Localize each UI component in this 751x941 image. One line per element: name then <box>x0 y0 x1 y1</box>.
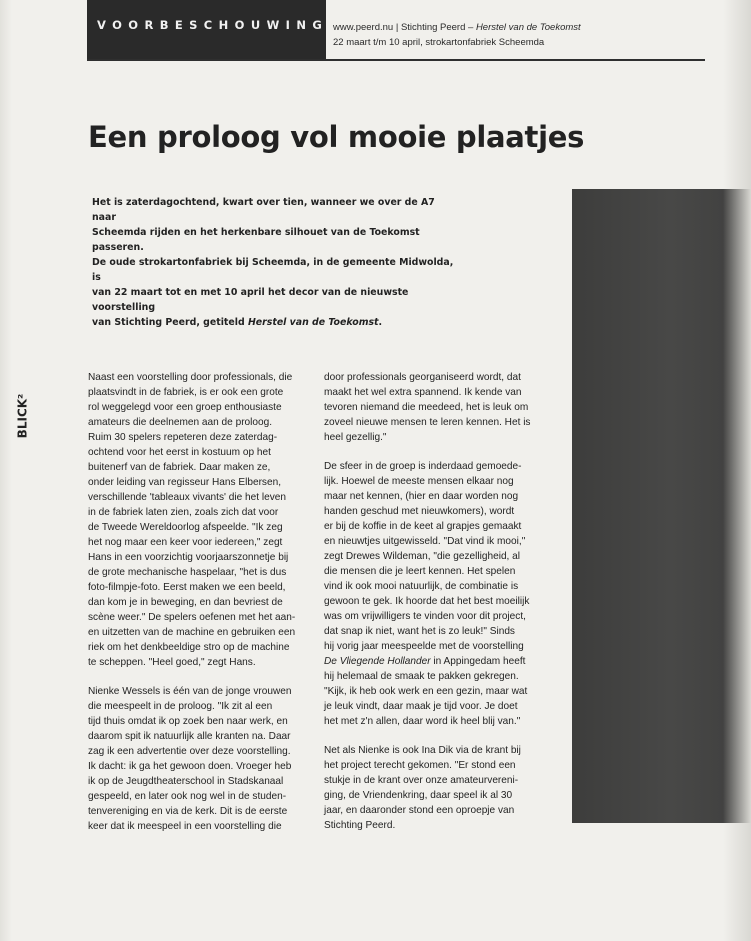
section-tag: VOORBESCHOUWING <box>87 0 326 59</box>
meta-production-title: Herstel van de Toekomst <box>475 22 581 33</box>
text-line: Ik dacht: ik ga het gewoon doen. Vroeger heb <box>88 761 292 772</box>
paragraph <box>324 370 546 445</box>
page-gutter-shade <box>0 0 12 941</box>
text-line: verschillende 'tableaux vivants' die het leven <box>88 492 286 503</box>
text-line: de grote mechanische haspelaar, "het is dus <box>88 567 287 578</box>
text-line: ochtend voor het eerst in kostuum op het <box>88 447 271 458</box>
text-line: tijd thuis omdat ik op zoek ben naar werk, en <box>88 716 288 727</box>
intro-line: Scheemda rijden en het herkenbare silhouet van de Toekomst passeren. <box>92 227 420 253</box>
header-rule <box>87 59 705 61</box>
text-line: en nieuwtjes uitgewisseld. "Dat vind ik mooi," <box>324 536 526 547</box>
article-column-2 <box>324 370 546 833</box>
text-line: vind ik ook mooi natuurlijk, de combinatie is <box>324 581 519 592</box>
intro-line-end: . <box>378 317 383 328</box>
paragraph-lines <box>324 671 527 727</box>
text-line: door professionals georganiseerd wordt, dat <box>324 372 521 383</box>
text-line: Ruim 30 spelers repeteren deze zaterdag- <box>88 432 278 443</box>
text-line: Hans in een voorzichtig voorjaarszonnetje bij <box>88 552 289 563</box>
page-edge-shade <box>723 0 751 941</box>
text-line: Stichting Peerd. <box>324 820 396 831</box>
intro-line: Het is zaterdagochtend, kwart over tien, wanneer we over de A7 naar <box>92 197 435 223</box>
intro-line: De oude strokartonfabriek bij Scheemda, in de gemeente Midwolda, is <box>92 257 454 283</box>
text-line: jaar, en daaronder stond een oproepje van <box>324 805 515 816</box>
text-line: en uitzetten van de machine en gebruiken een <box>88 627 296 638</box>
text-line: zag ik een advertentie over deze voorstelling. <box>88 746 291 757</box>
text-line: tenvereniging en via de kerk. Dit is de eerste <box>88 806 288 817</box>
text-line: hij vorig jaar meespeelde met de voorstelling <box>324 641 524 652</box>
text-line: Nienke Wessels is één van de jonge vrouwen <box>88 686 292 697</box>
text-line: de Tweede Wereldoorlog afspeelde. "Ik zeg <box>88 522 283 533</box>
text-line: maar net kennen, (hier en daar worden nog <box>324 491 519 502</box>
paragraph-line-end: in Appingedam heeft <box>430 656 526 667</box>
text-line: te scheppen. "Heel goed," zegt Hans. <box>88 657 256 668</box>
text-line: plaatsvindt in de fabriek, is er ook een grote <box>88 387 284 398</box>
text-line: rol weggelegd voor een groep enthousiaste <box>88 402 282 413</box>
magazine-logo-text: BLICK² <box>15 393 29 439</box>
text-line: "Kijk, ik heb ook werk en een gezin, maar wat <box>324 686 528 697</box>
text-line: gewoon te gek. Ik hoorde dat het best moeilijk <box>324 596 530 607</box>
header-meta <box>333 20 581 50</box>
text-line: amateurs die deelnemen aan de proloog. <box>88 417 273 428</box>
meta-line-2: 22 maart t/m 10 april, strokartonfabriek Scheemda <box>333 37 545 48</box>
text-line: onder leiding van regisseur Hans Elbersen, <box>88 477 282 488</box>
intro-production-title: Herstel van de Toekomst <box>247 317 379 328</box>
text-line: foto-filmpje-foto. Eerst maken we een beeld, <box>88 582 286 593</box>
text-line: De sfeer in de groep is inderdaad gemoede- <box>324 461 522 472</box>
meta-line-1 <box>333 20 581 35</box>
text-line: er bij de koffie in de keet al grapjes gemaakt <box>324 521 522 532</box>
paragraph <box>88 684 310 834</box>
text-line: dan kom je in beweging, en dan bevriest de <box>88 597 283 608</box>
text-line: heel gezellig." <box>324 432 387 443</box>
text-line: het project terecht gekomen. "Er stond een <box>324 760 516 771</box>
text-line: daarom spit ik natuurlijk alle kranten na. Daar <box>88 731 291 742</box>
text-line: tevoren niemand die meedeed, het is leuk om <box>324 402 529 413</box>
paragraph <box>324 459 546 729</box>
text-line: riek om het denkbeeldige stro op de machine <box>88 642 290 653</box>
text-line: het nog maar een keer voor iedereen," zegt <box>88 537 283 548</box>
production-title-vliegende-hollander: De Vliegende Hollander <box>324 656 431 667</box>
text-line: buitenerf van de fabriek. Daar maken ze, <box>88 462 271 473</box>
text-line: die meespeelt in de proloog. "Ik zit al een <box>88 701 273 712</box>
text-line: ik op de Jeugdtheaterschool in Stadskanaal <box>88 776 284 787</box>
text-line: maakt het wel extra spannend. Ik kende van <box>324 387 522 398</box>
text-line: hij helemaal de smaak te pakken gekregen. <box>324 671 519 682</box>
paragraph-lines <box>324 461 529 652</box>
text-line: zegt Drewes Wildeman, "die gezelligheid, al <box>324 551 521 562</box>
article-title: Een proloog vol mooie plaatjes <box>88 120 585 154</box>
text-line: gespeeld, en later ook nog wel in de studen- <box>88 791 287 802</box>
text-line: was om vrijwilligers te vinden voor dit project, <box>324 611 526 622</box>
text-line: keer dat ik meespeel in een voorstelling die <box>88 821 282 832</box>
text-line: lijk. Hoewel de meeste mensen elkaar nog <box>324 476 514 487</box>
magazine-side-label <box>12 385 32 447</box>
intro-line: van Stichting Peerd, getiteld <box>92 317 248 328</box>
text-line: ging, de Vriendenkring, daar speel ik al 30 <box>324 790 513 801</box>
text-line: het met z'n allen, daar word ik heel blij van." <box>324 716 521 727</box>
text-line: stukje in de krant over onze amateurvereni- <box>324 775 519 786</box>
meta-website-organisation: www.peerd.nu | Stichting Peerd – <box>333 22 476 33</box>
text-line: scène weer." De spelers oefenen met het aan- <box>88 612 296 623</box>
article-column-1 <box>88 370 310 834</box>
text-line: dat snap ik niet, want het is zo leuk!" Sinds <box>324 626 515 637</box>
text-line: in de fabriek laten zien, zoals zich dat voor <box>88 507 279 518</box>
intro-line: van 22 maart tot en met 10 april het decor van de nieuwste voorstelling <box>92 287 409 313</box>
text-line: handen geschud met nieuwkomers), wordt <box>324 506 515 517</box>
text-line: die mensen die je leert kennen. Het spelen <box>324 566 516 577</box>
text-line: zoveel nieuwe mensen te leren kennen. Het is <box>324 417 531 428</box>
paragraph <box>88 370 310 670</box>
paragraph <box>324 743 546 833</box>
text-line: Net als Nienke is ook Ina Dik via de krant bij <box>324 745 521 756</box>
text-line: je leuk vindt, daar maak je tijd voor. Je doet <box>324 701 518 712</box>
text-line: Naast een voorstelling door professionals, die <box>88 372 293 383</box>
article-intro <box>92 195 454 330</box>
